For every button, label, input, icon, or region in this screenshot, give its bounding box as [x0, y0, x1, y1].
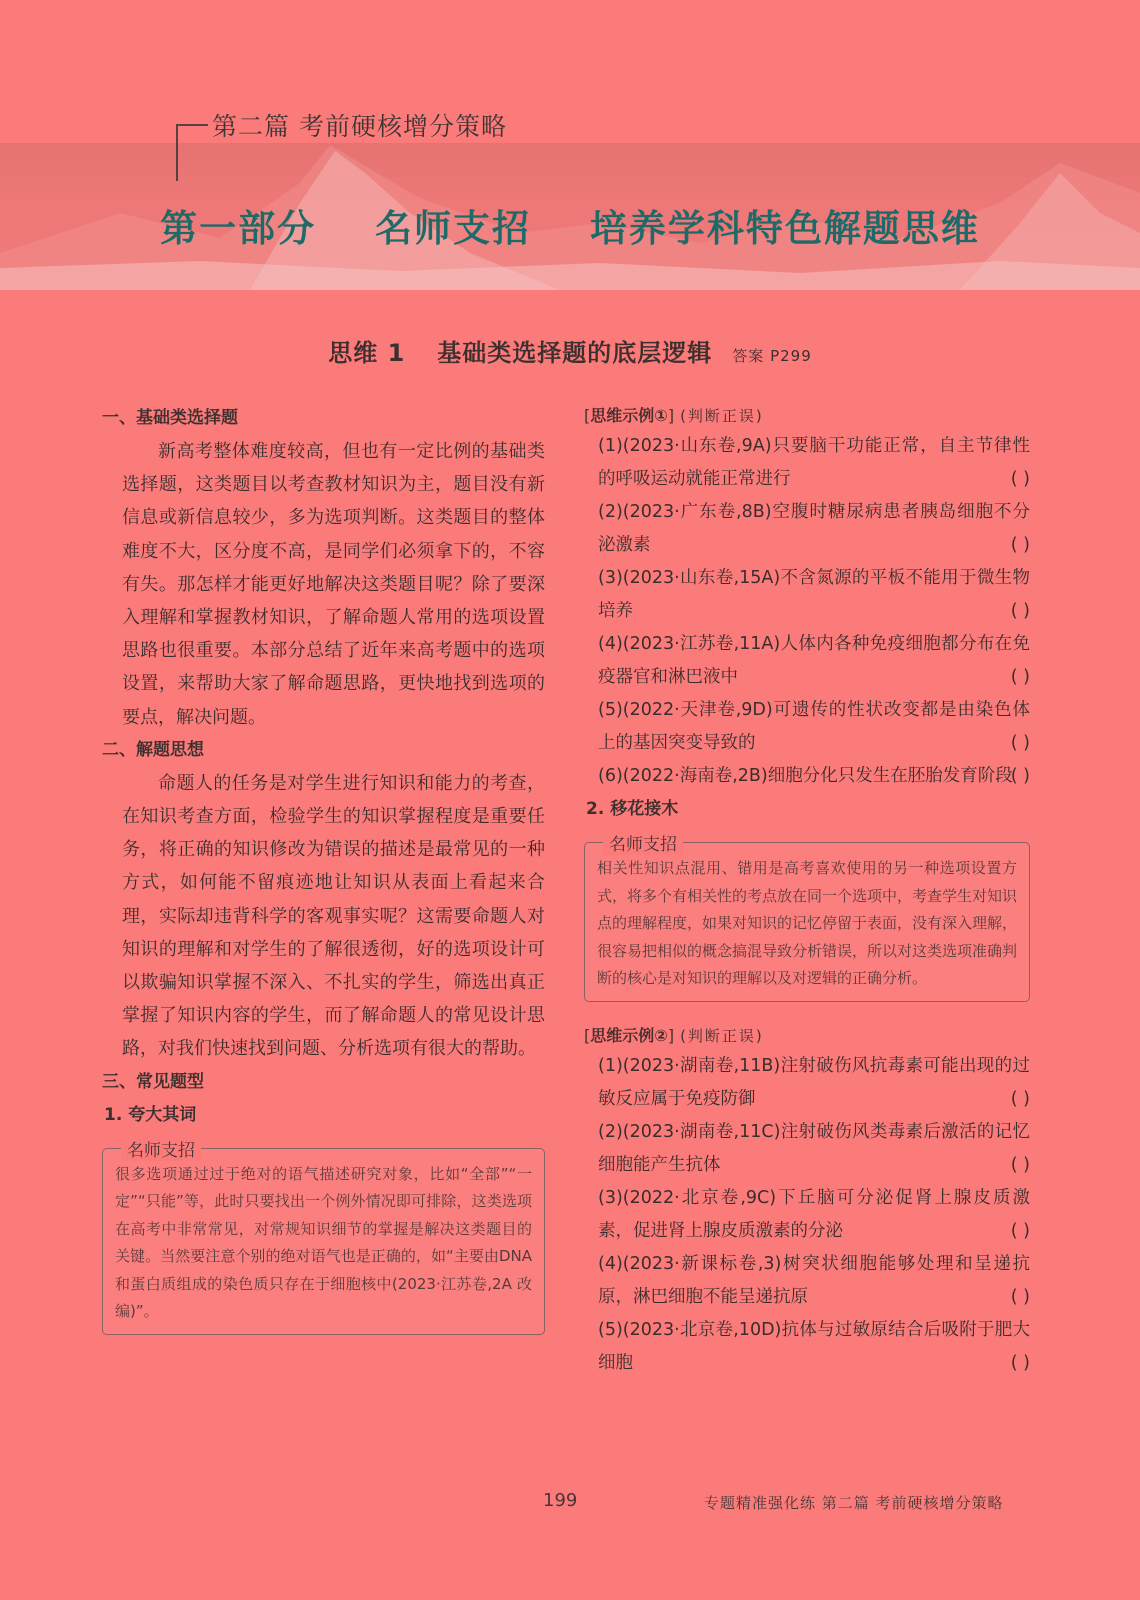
tip-title: 名师支招	[603, 830, 683, 855]
example-item: (2)(2023·湖南卷,11C)注射破伤风类毒素后激活的记忆细胞能产生抗体 ( )	[598, 1116, 1030, 1182]
answer-blank[interactable]: ( )	[1010, 1154, 1030, 1175]
section-title-theme: 培养学科特色解题思维	[589, 207, 980, 250]
example-instruction: (判断正误)	[680, 407, 764, 425]
right-column	[584, 402, 1030, 1380]
answer-blank[interactable]: ( )	[1010, 601, 1030, 621]
answer-blank[interactable]: ( )	[1010, 535, 1030, 555]
example-item: (3)(2023·山东卷,15A)不含氮源的平板不能用于微生物培养 ( )	[598, 562, 1030, 628]
answer-blank[interactable]: ( )	[1010, 667, 1030, 687]
section-title	[0, 198, 1140, 252]
left-column	[102, 402, 545, 1335]
running-footer: 专题精准强化练 第二篇 考前硬核增分策略	[704, 1494, 1004, 1512]
thinking-number: 思维 1	[328, 339, 406, 367]
example-item: (5)(2022·天津卷,9D)可遗传的性状改变都是由染色体上的基因突变导致的 ( )	[598, 694, 1030, 760]
thinking-heading	[0, 333, 1140, 368]
section-title-part: 第一部分	[160, 207, 317, 250]
paragraph-basic: 新高考整体难度较高，但也有一定比例的基础类选择题，这类题目以考查教材知识为主，题目没有新信息或新信息较少，多为选项判断。这类题目的整体难度不大，区分度不高，是同学们必须拿下的，不容有失。那怎样才能更好地解决这类题目呢？除了要深入理解和掌握教材知识，了解命题人常用的选项设置思路也很重要。本部分总结了近年来高考题中的选项设置，来帮助大家了解命题思路，更快地找到选项的要点，解决问题。	[122, 441, 545, 728]
heading-exaggeration: 1. 夸大其词	[104, 1104, 197, 1125]
heading-common-types: 三、常见题型	[102, 1071, 204, 1092]
example-item: (4)(2023·江苏卷,11A)人体内各种免疫细胞都分布在免疫器官和淋巴液中 ( )	[598, 628, 1030, 694]
tip-body: 相关性知识点混用、错用是高考喜欢使用的另一种选项设置方式，将多个有相关性的考点放在同一个选项中，考查学生对知识点的理解程度，如果对知识的记忆停留于表面，没有深入理解，很容易把相似的概念搞混导致分析错误，所以对这类选项准确判断的核心是对知识的理解以及对逻辑的正确分析。	[597, 859, 1018, 987]
page-number: 199	[543, 1490, 578, 1511]
example-item: (6)(2022·海南卷,2B)细胞分化只发生在胚胎发育阶段 ( )	[598, 760, 1030, 793]
example-item: (3)(2022·北京卷,9C)下丘脑可分泌促肾上腺皮质激素，促进肾上腺皮质激素的分泌 ( )	[598, 1182, 1030, 1248]
example-item: (2)(2023·广东卷,8B)空腹时糖尿病患者胰岛细胞不分泌激素 ( )	[598, 496, 1030, 562]
paragraph-idea: 命题人的任务是对学生进行知识和能力的考查，在知识考查方面，检验学生的知识掌握程度是重要任务，将正确的知识修改为错误的描述是最常见的一种方式，如何能不留痕迹地让知识从表面上看起来合理，实际却违背科学的客观事实呢？这需要命题人对知识的理解和对学生的了解很透彻，好的选项设计可以欺骗知识掌握不深入、不扎实的学生，筛选出真正掌握了知识内容的学生，而了解命题人的常见设计思路，对我们快速找到问题、分析选项有很大的帮助。	[122, 772, 545, 1060]
example-item: (5)(2023·北京卷,10D)抗体与过敏原结合后吸附于肥大细胞 ( )	[598, 1314, 1030, 1380]
heading-graft: 2. 移花接木	[586, 799, 679, 819]
answer-blank[interactable]: ( )	[1010, 733, 1030, 753]
example-label: 思维示例①	[590, 406, 668, 425]
tip-box-graft	[584, 835, 1030, 1002]
tip-box-exaggeration	[102, 1140, 545, 1335]
section-title-tips: 名师支招	[375, 207, 531, 250]
tip-body: 很多选项通过过于绝对的语气描述研究对象，比如“全部”“一定”“只能”等，此时只要找出一个例外情况即可排除，这类选项在高考中非常常见，对常规知识细节的掌握是解决这类题目的关键。当然要注意个别的绝对语气也是正确的，如“主要由DNA 和蛋白质组成的染色质只存在于细胞核中(2023·江苏卷,2A 改编)”。	[115, 1164, 532, 1321]
example-heading-2: [思维示例②] (判断正误)	[584, 1025, 764, 1045]
part-label: 第二篇 考前硬核增分策略	[212, 112, 507, 141]
heading-basic-questions: 一、基础类选择题	[102, 408, 238, 428]
part-bracket-line	[176, 124, 208, 181]
answer-blank[interactable]: ( )	[1010, 1286, 1030, 1307]
thinking-title: 基础类选择题的底层逻辑	[437, 339, 713, 367]
example-item: (1)(2023·湖南卷,11B)注射破伤风抗毒素可能出现的过敏反应属于免疫防御 ( )	[598, 1050, 1030, 1116]
answer-reference: 答案 P299	[732, 347, 812, 365]
answer-blank[interactable]: ( )	[1010, 1220, 1030, 1241]
heading-solving-idea: 二、解题思想	[102, 739, 204, 760]
answer-blank[interactable]: ( )	[1010, 469, 1030, 489]
example-label: 思维示例②	[590, 1025, 668, 1045]
example-instruction: (判断正误)	[680, 1026, 764, 1045]
answer-blank[interactable]: ( )	[1010, 1352, 1030, 1373]
tip-title: 名师支招	[121, 1136, 201, 1161]
answer-blank[interactable]: ( )	[1010, 766, 1030, 786]
example-heading-1: [思维示例①] (判断正误)	[584, 406, 764, 425]
answer-blank[interactable]: ( )	[1010, 1088, 1030, 1109]
example-item: (1)(2023·山东卷,9A)只要脑干功能正常，自主节律性的呼吸运动就能正常进行 ( )	[598, 430, 1030, 496]
example-item: (4)(2023·新课标卷,3)树突状细胞能够处理和呈递抗原，淋巴细胞不能呈递抗原 ( )	[598, 1248, 1030, 1314]
